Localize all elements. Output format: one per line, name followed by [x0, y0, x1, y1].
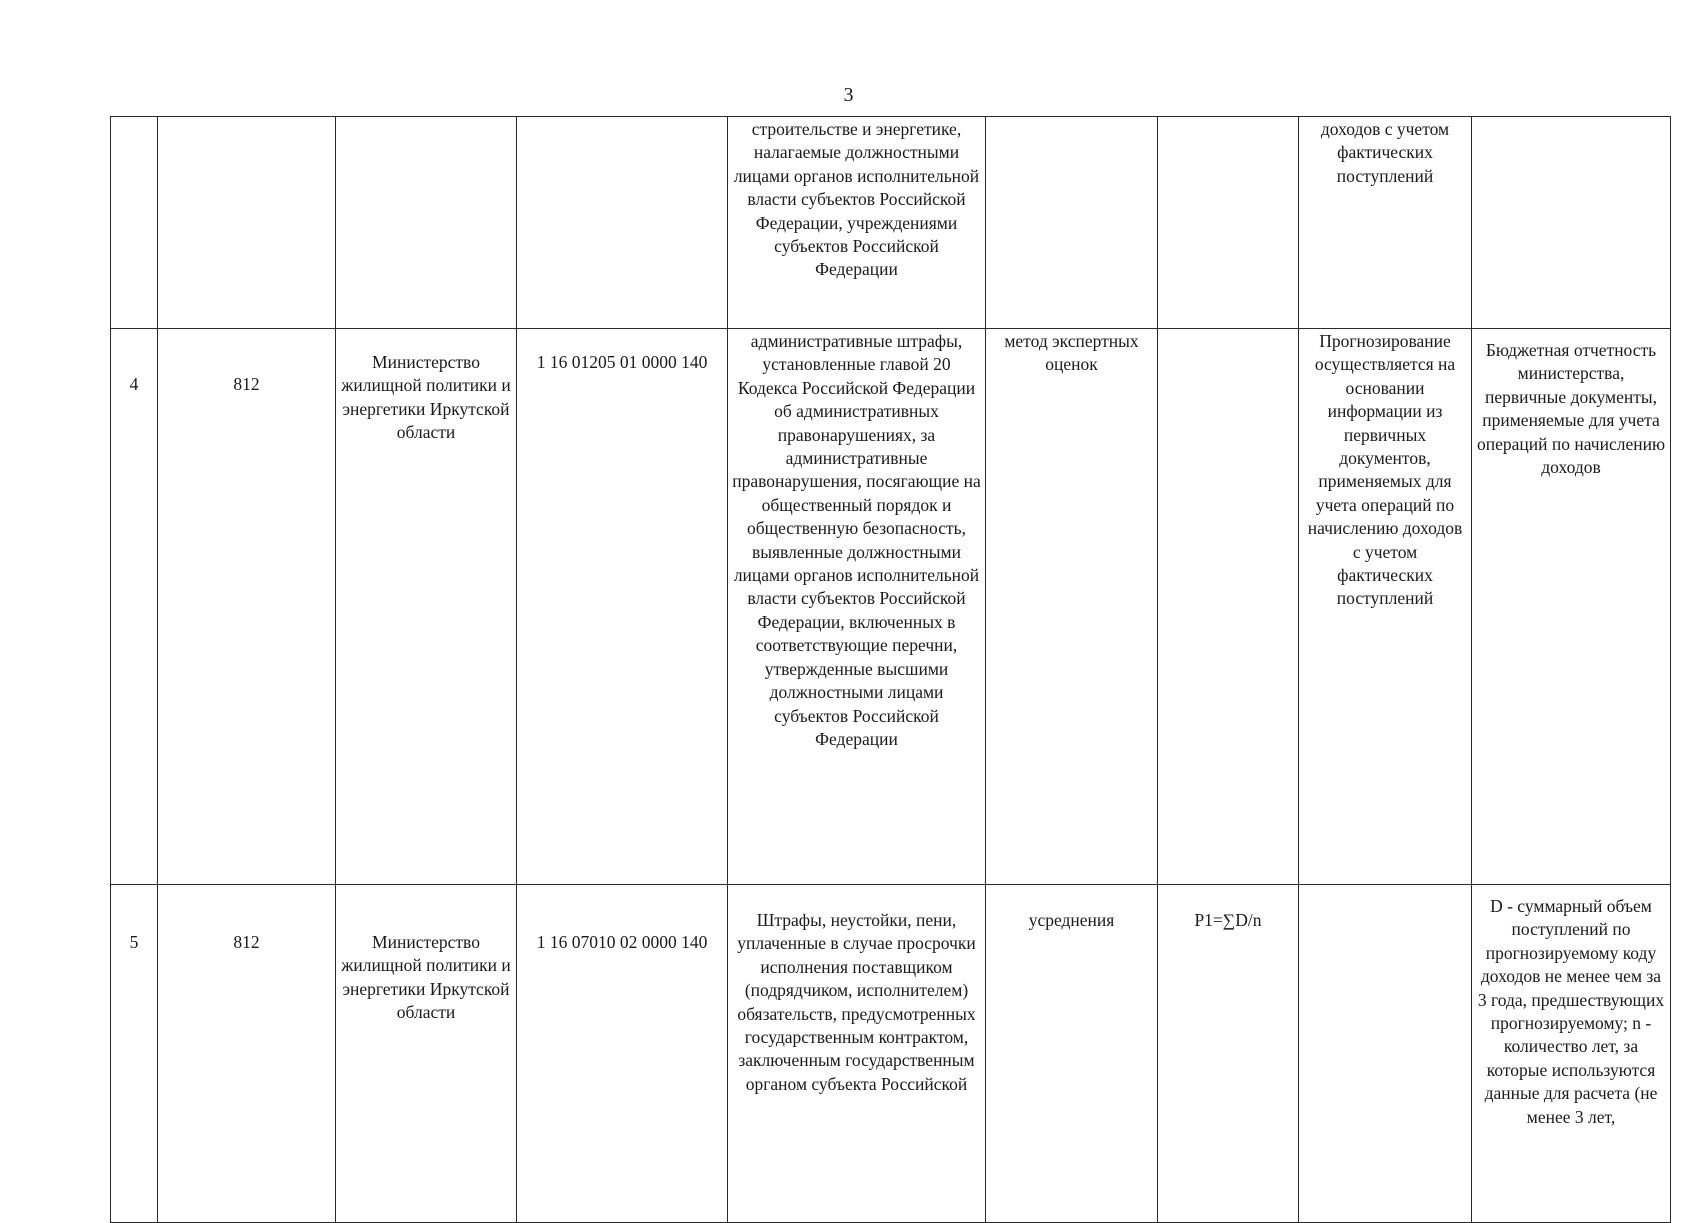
- forecast-formula: [1158, 329, 1299, 885]
- data-source: Бюджетная отчетность министерства, первичные документы, применяемые для учета операций по начислению доходов: [1472, 329, 1671, 885]
- calculation-algorithm: доходов с учетом фактических поступлений: [1299, 117, 1472, 329]
- administrator-name: Министерство жилищной политики и энергетики Иркутской области: [336, 329, 517, 885]
- table-row: [111, 117, 1671, 329]
- kbk-code: [517, 117, 728, 329]
- kbk-code: 1 16 01205 01 0000 140: [517, 329, 728, 885]
- data-source: D - суммарный объем поступлений по прогнозируемому коду доходов не менее чем за 3 года, предшествующих прогнозируемому; n - количество лет, за которые используются данные для расчета (не менее 3 лет,: [1472, 885, 1671, 1223]
- revenue-name: строительстве и энергетике, налагаемые должностными лицами органов исполнительной власти субъектов Российской Федерации, учреждениями субъектов Российской Федерации: [728, 117, 986, 329]
- admin-code: [158, 117, 336, 329]
- admin-code: 812: [158, 329, 336, 885]
- forecast-formula: [1158, 117, 1299, 329]
- row-number: 4: [111, 329, 158, 885]
- kbk-code: 1 16 07010 02 0000 140: [517, 885, 728, 1223]
- table-row: [111, 885, 1671, 1223]
- row-number: 5: [111, 885, 158, 1223]
- table-row: [111, 329, 1671, 885]
- forecast-method: усреднения: [986, 885, 1158, 1223]
- forecast-method: [986, 117, 1158, 329]
- administrator-name: [336, 117, 517, 329]
- row-number: [111, 117, 158, 329]
- page-number: 3: [843, 84, 854, 106]
- forecast-formula: P1=∑D/n: [1158, 885, 1299, 1223]
- revenue-name: Штрафы, неустойки, пени, уплаченные в случае просрочки исполнения поставщиком (подрядчиком, исполнителем) обязательств, предусмотренных государственным контрактом, заключенным государственным органом субъекта Российской: [728, 885, 986, 1223]
- forecast-method: метод экспертных оценок: [986, 329, 1158, 885]
- data-source: [1472, 117, 1671, 329]
- revenue-name: административные штрафы, установленные главой 20 Кодекса Российской Федерации об административных правонарушениях, за административные правонарушения, посягающие на общественный порядок и общественную безопасность, выявленные должностными лицами органов исполнительной власти субъектов Российской Федерации, включенных в соответствующие перечни, утвержденные высшими должностными лицами субъектов Российской Федерации: [728, 329, 986, 885]
- admin-code: 812: [158, 885, 336, 1223]
- revenue-forecast-table: [110, 116, 1671, 1223]
- calculation-algorithm: Прогнозирование осуществляется на основании информации из первичных документов, применяемых для учета операций по начислению доходов с учетом фактических поступлений: [1299, 329, 1472, 885]
- calculation-algorithm: [1299, 885, 1472, 1223]
- administrator-name: Министерство жилищной политики и энергетики Иркутской области: [336, 885, 517, 1223]
